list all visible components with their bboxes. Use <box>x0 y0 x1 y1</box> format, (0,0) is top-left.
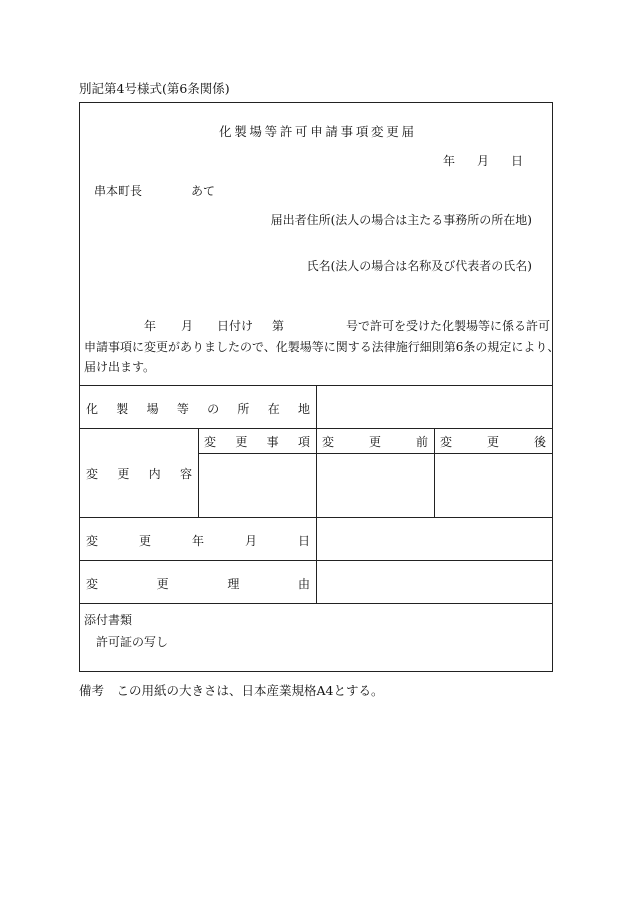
form-title: 化 製 場 等 許 可 申 請 事 項 変 更 届 <box>219 124 414 139</box>
before-value[interactable] <box>318 455 432 515</box>
row-divider <box>198 453 552 454</box>
row-divider <box>80 603 552 604</box>
addressee-suffix: あて <box>191 184 216 198</box>
body-line1-rest: 号で許可を受けた化製場等に係る許可 <box>346 319 551 333</box>
change-content-label: 変 更 内 容 <box>86 467 192 481</box>
location-label: 化 製 場 等 の 所 在 地 <box>86 402 310 416</box>
footnote: 備考 この用紙の大きさは、日本産業規格A4とする。 <box>79 683 384 698</box>
column-divider <box>198 428 199 517</box>
change-item-value[interactable] <box>200 455 314 515</box>
change-item-header: 変 更 事 項 <box>204 435 310 449</box>
body-year: 年 <box>144 319 157 333</box>
date-line: 年 月 日 <box>443 154 523 168</box>
column-divider <box>434 428 435 517</box>
change-date-value[interactable] <box>318 519 550 559</box>
attachments-item: 許可証の写し <box>96 635 169 649</box>
form-frame <box>79 102 560 672</box>
after-header: 変 更 後 <box>440 435 546 449</box>
change-reason-label: 変 更 理 由 <box>86 577 310 591</box>
applicant-address-label: 届出者住所(法人の場合は主たる事務所の所在地) <box>270 213 532 227</box>
addressee-name: 串本町長 <box>94 184 143 198</box>
body-day: 日付け <box>217 319 254 333</box>
attachments-heading: 添付書類 <box>84 613 133 627</box>
body-month: 月 <box>181 319 194 333</box>
location-value[interactable] <box>318 387 550 427</box>
body-line3: 届け出ます。 <box>84 360 156 374</box>
change-reason-value[interactable] <box>318 562 550 602</box>
body-line2: 申請事項に変更がありましたので、化製場等に関する法律施行細則第6条の規定により、 <box>84 340 560 354</box>
change-date-label: 変 更 年 月 日 <box>86 534 310 548</box>
applicant-name-label: 氏名(法人の場合は名称及び代表者の氏名) <box>306 259 532 273</box>
form-label: 別記第4号様式(第6条関係) <box>79 81 230 96</box>
after-value[interactable] <box>436 455 550 515</box>
body-number-prefix: 第 <box>272 319 285 333</box>
column-divider <box>316 385 317 603</box>
before-header: 変 更 前 <box>322 435 428 449</box>
